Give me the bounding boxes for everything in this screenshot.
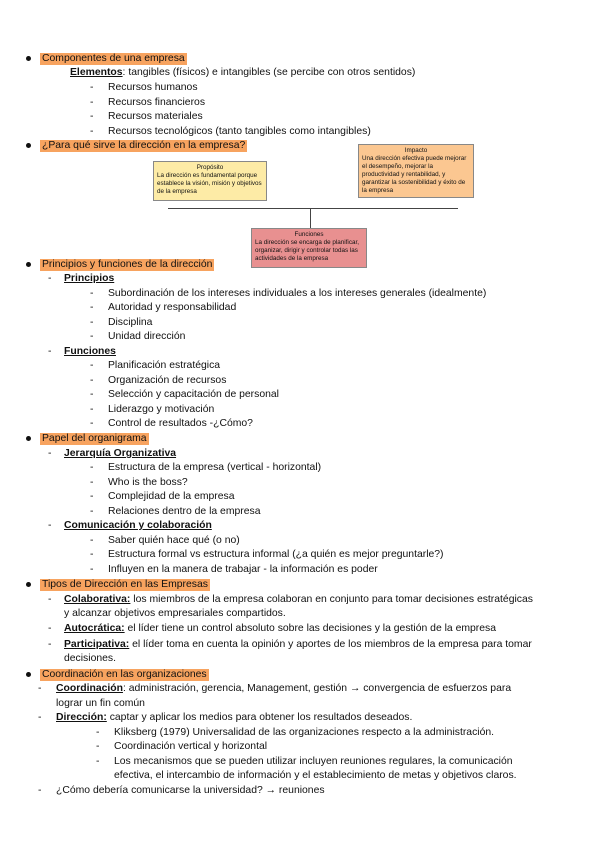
list-item: Estructura formal vs estructura informal (¿a quién es mejor preguntarle?) xyxy=(108,549,444,560)
dash: - xyxy=(90,535,94,546)
section-title-principios: Principios y funciones de la dirección xyxy=(42,259,213,270)
comunicacion-label: Comunicación y colaboración xyxy=(64,520,212,531)
dash: - xyxy=(90,331,94,342)
dash: - xyxy=(48,273,52,284)
dash: - xyxy=(90,126,94,137)
dash: - xyxy=(96,756,100,767)
dash: - xyxy=(48,346,52,357)
dash: - xyxy=(90,288,94,299)
list-item: Coordinación vertical y horizontal xyxy=(114,741,268,752)
dash: - xyxy=(38,683,42,694)
section-title-para-que: ¿Para qué sirve la dirección en la empresa? xyxy=(42,140,246,151)
funciones-label: Funciones xyxy=(64,346,116,357)
dash: - xyxy=(48,520,52,531)
mecanismos-line-2: efectiva, el intercambio de información y el establecimiento de metas y objetivos claros. xyxy=(114,770,517,781)
bullet-dot xyxy=(26,672,31,677)
list-item: Subordinación de los intereses individuales a los intereses generales (idealmente) xyxy=(108,288,487,299)
diagram-connector-vertical xyxy=(310,208,311,228)
list-item: Control de resultados -¿Cómo? xyxy=(108,418,253,429)
elementos-label: Elementos xyxy=(70,67,123,78)
dash: - xyxy=(38,785,42,796)
section-title-coordinacion: Coordinación en las organizaciones xyxy=(42,669,207,680)
section-title-organigrama: Papel del organigrama xyxy=(42,433,147,444)
direccion-line: Dirección: captar y aplicar los medios para obtener los resultados deseados. xyxy=(56,712,413,723)
bullet-dot xyxy=(26,143,31,148)
elementos-line: Elementos: tangibles (físicos) e intangibles (se percibe con otros sentidos) xyxy=(70,67,416,78)
list-item: Relaciones dentro de la empresa xyxy=(108,506,261,517)
bullet-dot xyxy=(26,582,31,587)
list-item: Who is the boss? xyxy=(108,477,188,488)
dash: - xyxy=(90,549,94,560)
list-item: Planificación estratégica xyxy=(108,360,221,371)
dash: - xyxy=(90,564,94,575)
diagram-box-impacto: Impacto Una dirección efectiva puede mejorar el desempeño, mejorar la productividad y rentabilidad, y garantizar la sostenibilidad y éxito de la empresa xyxy=(358,144,474,198)
list-item: Influyen en la manera de trabajar - la información es poder xyxy=(108,564,378,575)
list-item: Disciplina xyxy=(108,317,153,328)
list-item: Recursos financieros xyxy=(108,97,206,108)
coordinacion-line-2: lograr un fin común xyxy=(56,698,145,709)
dash: - xyxy=(90,97,94,108)
dash: - xyxy=(38,712,42,723)
list-item: Complejidad de la empresa xyxy=(108,491,235,502)
dash: - xyxy=(90,404,94,415)
jerarquia-label: Jerarquía Organizativa xyxy=(64,448,177,459)
section-title-componentes: Componentes de una empresa xyxy=(42,53,185,64)
diagram-connector-horizontal xyxy=(168,208,458,209)
dash: - xyxy=(48,623,52,634)
list-item: Selección y capacitación de personal xyxy=(108,389,279,400)
bullet-dot xyxy=(26,56,31,61)
list-item: Liderazgo y motivación xyxy=(108,404,215,415)
dash: - xyxy=(96,741,100,752)
list-item: Estructura de la empresa (vertical - horizontal) xyxy=(108,462,322,473)
mecanismos-line: Los mecanismos que se pueden utilizar incluyen reuniones regulares, la comunicación xyxy=(114,756,513,767)
list-item: Kliksberg (1979) Universalidad de las organizaciones respecto a la administración. xyxy=(114,727,495,738)
participativa-line-2: decisiones. xyxy=(64,653,116,664)
principios-label: Principios xyxy=(64,273,115,284)
dash: - xyxy=(48,639,52,650)
list-item: Autoridad y responsabilidad xyxy=(108,302,237,313)
dash: - xyxy=(90,477,94,488)
dash: - xyxy=(90,506,94,517)
dash: - xyxy=(90,111,94,122)
section-title-tipos: Tipos de Dirección en las Empresas xyxy=(42,579,208,590)
dash: - xyxy=(90,317,94,328)
dash: - xyxy=(48,448,52,459)
list-item: Organización de recursos xyxy=(108,375,227,386)
colaborativa-line: Colaborativa: los miembros de la empresa colaboran en conjunto para tomar decisiones estratégicas xyxy=(64,594,533,605)
list-item: Unidad dirección xyxy=(108,331,186,342)
dash: - xyxy=(90,389,94,400)
list-item: Recursos humanos xyxy=(108,82,198,93)
dash: - xyxy=(90,375,94,386)
coordinacion-line: Coordinación: administración, gerencia, Management, gestión → convergencia de esfuerzos para xyxy=(56,683,512,694)
diagram-box-proposito: Propósito La dirección es fundamental porque establece la visión, misión y objetivos de la empresa xyxy=(153,161,267,201)
dash: - xyxy=(48,594,52,605)
diagram-box-funciones: Funciones La dirección se encarga de planificar, organizar, dirigir y controlar todas las actividades de la empresa xyxy=(251,228,367,268)
dash: - xyxy=(90,360,94,371)
bullet-dot xyxy=(26,262,31,267)
autocratica-line: Autocrática: el líder tiene un control absoluto sobre las decisiones y la gestión de la empresa xyxy=(64,623,497,634)
colaborativa-line-2: y alcanzar objetivos empresariales compartidos. xyxy=(64,608,286,619)
dash: - xyxy=(90,302,94,313)
dash: - xyxy=(90,418,94,429)
dash: - xyxy=(96,727,100,738)
bullet-dot xyxy=(26,436,31,441)
list-item: Recursos materiales xyxy=(108,111,203,122)
universidad-line: ¿Cómo debería comunicarse la universidad? → reuniones xyxy=(56,785,325,796)
dash: - xyxy=(90,82,94,93)
dash: - xyxy=(90,491,94,502)
dash: - xyxy=(90,462,94,473)
list-item: Saber quién hace qué (o no) xyxy=(108,535,240,546)
participativa-line: Participativa: el líder toma en cuenta la opinión y aportes de los miembros de la empresa para tomar xyxy=(64,639,532,650)
list-item: Recursos tecnológicos (tanto tangibles como intangibles) xyxy=(108,126,371,137)
